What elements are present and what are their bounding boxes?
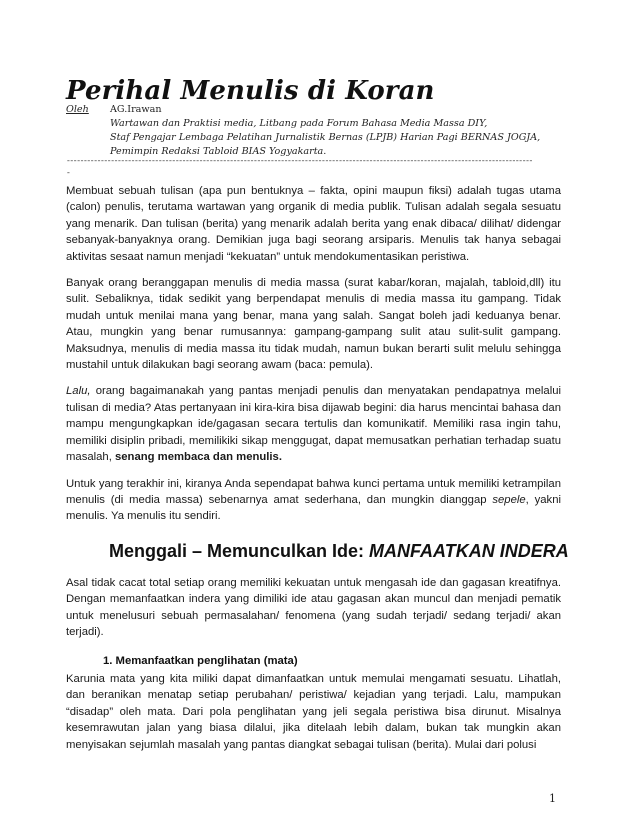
section-paragraph-text: Asal tidak cacat total setiap orang memiliki kekuatan untuk mengasah ide dan gagasan kreatifnya. Dengan memanfaatkan indera yang dimiliki ide atau gagasan akan muncul dan menjadi pematik untuk menelusuri sebuah permasalahan/ fenomena [66, 577, 561, 622]
page-number: 1 [549, 792, 556, 805]
section-paragraph-italic: (yang sudah terjadi/ sedang terjadi/ akan terjadi). [66, 609, 562, 639]
dashed-separator [66, 156, 560, 180]
paragraph-intro-4 [66, 476, 561, 525]
paragraph-3-text: orang bagaimanakah yang pantas menjadi penulis dan menyatakan pendapatnya melalui tulisan di media? Atas pertanyaan ini kira-kira bisa dijawab begini: dia harus mencintai bahasa dan mampu mengungkapkan ide/gagasan secara tertulis dan komunikatif. Memiliki rasa ingin tahu, memiliki disiplin pribadi, memilikiki sikap menggugat, dapat memusatkan perhatian terhadap suatu masalah, [66, 385, 561, 464]
paragraph-4-text-a: Untuk yang terakhir ini, kiranya Anda sependapat bahwa kunci pertama untuk memiliki ketrampilan menulis (di media massa) sebenarnya amat sederhana, dan mungkin dianggap [66, 477, 561, 506]
section-heading-main: Menggali – Memunculkan Ide: [109, 541, 370, 561]
byline-affiliation-1: Wartawan dan Praktisi media, Litbang pada Forum Bahasa Media Massa DIY, [110, 118, 488, 129]
subheading: 1. Memanfaatkan penglihatan (mata) [103, 655, 298, 667]
byline-block [66, 103, 566, 159]
intro-body [66, 183, 561, 525]
byline-affiliation-3: Pemimpin Redaksi Tabloid BIAS Yogyakarta. [110, 146, 327, 157]
byline-author-row [66, 103, 566, 117]
byline-affiliation-2: Staf Pengajar Lembaga Pelatihan Jurnalistik Bernas (LPJB) Harian Pagi BERNAS JOGJA, [110, 132, 541, 143]
byline-label: Oleh [66, 104, 89, 115]
section-paragraph [66, 575, 561, 641]
paragraph-intro-1: Membuat sebuah tulisan (apa pun bentuknya – fakta, opini maupun fiksi) adalah tugas utama (calon) penulis, terutama wartawan yang organik di media publik. Tulisan adalah segala sesuatu yang menarik. Dan tulisan (berita) yang menarik adalah berita yang enak dibaca/ dilihat/ didengar sebanyak-banyaknya orang. Demikian juga bagi seorang arsiparis. Menulis tak hanya sebagai aktivitas sesaat namun menjadi “kekuatan” untuk mendokumentasikan peristiwa. [66, 185, 561, 263]
paragraph-3-lead: Lalu, [66, 385, 91, 398]
section-body [66, 575, 561, 641]
section-heading [109, 541, 569, 562]
separator-line: ----------------------------------------------------------------------------------------------------------------------------------------- [66, 157, 532, 166]
paragraph-4-italic: sepele [492, 493, 526, 506]
paragraph-intro-3 [66, 383, 561, 465]
paragraph-3-bold: senang membaca dan menulis. [114, 451, 282, 464]
sub-paragraph: Karunia mata yang kita miliki dapat dimanfaatkan untuk memulai mengamati sesuatu. Lihatlah, dan beranikan menatap setiap perubahan/ peristiwa/ kejadian yang terjadi. Lalu, mampukan “disadap” oleh mata. Dari pola penglihatan yang jeli segala peristiwa bisa dirunut. Misalnya kesemrawutan jalan yang biasa dilalui, jika ditelaah lebih dalam, bukan tak mungkin akan menyisakan sejumlah masalah yang pantas diangkat sebagai tulisan (berita). Mulai dari polusi [66, 673, 561, 751]
byline-line [66, 131, 566, 145]
paragraph-4-text-b: , yakni menulis. Ya menulis itu sendiri. [66, 493, 562, 523]
byline-author: AG.Irawan [110, 104, 162, 115]
paragraph-intro-2: Banyak orang beranggapan menulis di media massa (surat kabar/koran, majalah, tabloid,dll) itu sulit. Sebaliknya, tidak sedikit yang berpendapat menulis di media massa itu gampang. Tidak mudah untuk menilai mana yang benar, mana yang salah. Sangat boleh jadi keduanya benar. Atau, mungkin yang benar rumusannya: gampang-gampang sulit atau sulit-sulit gampang. Maksudnya, menulis di media massa itu tidak mudah, namun bukan berarti sulit melulu sehingga mustahil untuk dilakukan bagi seorang awam (baca: pemula). [66, 277, 561, 372]
sub-body [66, 671, 561, 753]
byline-line [66, 117, 566, 131]
separator-tail: - [66, 169, 70, 178]
document-title: Perihal Menulis di Koran [66, 76, 435, 106]
section-heading-emphasis: MANFAATKAN INDERA [369, 541, 569, 561]
